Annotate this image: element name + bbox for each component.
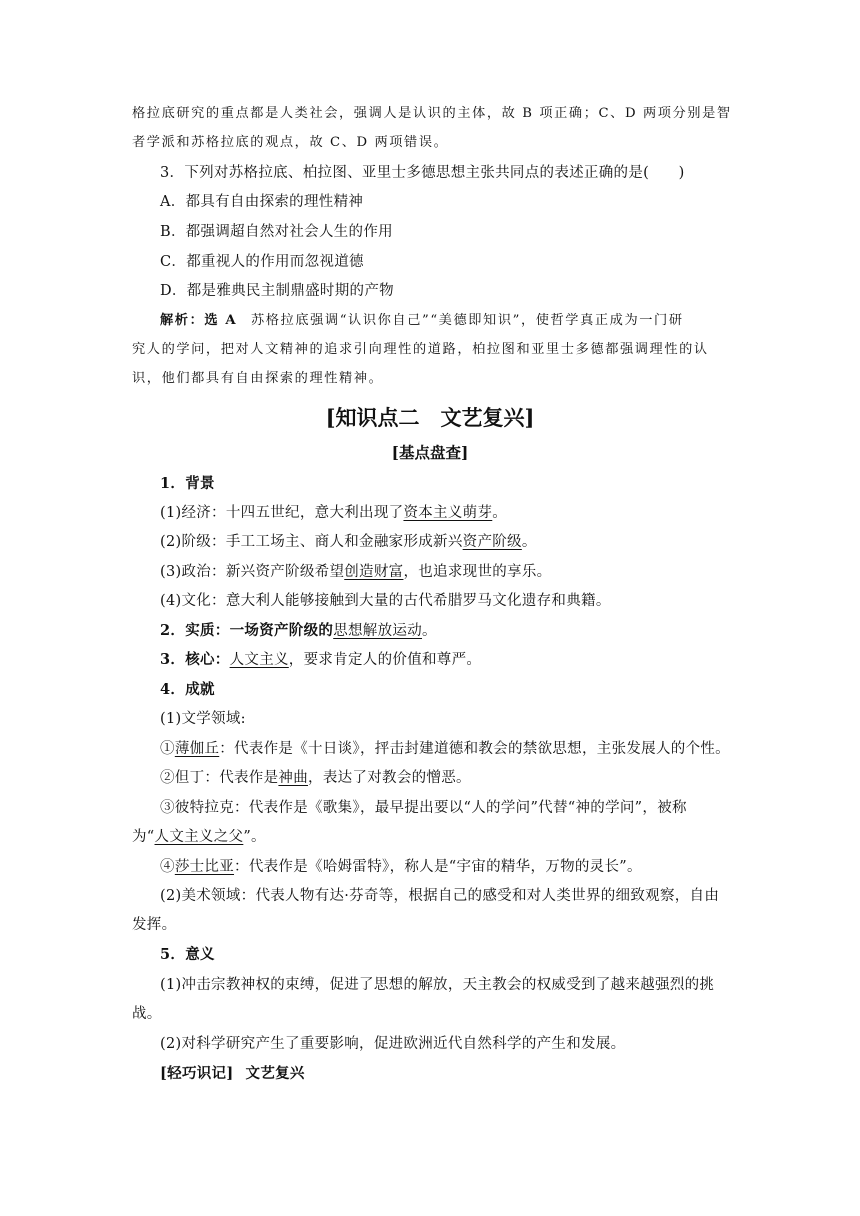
essence-end: 。	[422, 623, 437, 639]
essence-text: 2．实质：一场资产阶级的	[160, 622, 334, 639]
class-text: (2)阶级：手工工场主、商人和金融家形成新兴	[160, 534, 463, 550]
economy-end: 。	[492, 505, 508, 521]
dante-text: ②但丁：代表作是	[160, 770, 279, 786]
dante-keyword: 神曲	[278, 770, 309, 786]
background-heading: 1．背景	[160, 475, 215, 492]
core-line	[160, 650, 760, 670]
question-3-option-c: C．都重视人的作用而忽视道德	[160, 254, 364, 270]
achievements-heading: 4．成就	[160, 681, 215, 698]
question-3-option-d: D．都是雅典民主制鼎盛时期的产物	[160, 283, 394, 299]
prev-explanation-line1: 格拉底研究的重点都是人类社会，强调人是认识的主体，故 B 项正确；C、D 两项分别是智	[132, 106, 732, 121]
background-culture: (4)文化：意大利人能够接触到大量的古代希腊罗马文化遗存和典籍。	[160, 593, 611, 609]
analysis-label: 解析：	[160, 313, 205, 328]
question-3-analysis-line1	[160, 311, 760, 331]
analysis-choice: 选 A	[204, 313, 238, 328]
class-end: 。	[521, 534, 537, 550]
boccaccio-line	[160, 739, 760, 759]
memory-tip-topic: 文艺复兴	[245, 1065, 305, 1082]
economy-keyword: 资本主义萌芽	[403, 505, 493, 521]
prev-explanation-line2: 者学派和苏格拉底的观点，故 C、D 两项错误。	[132, 135, 449, 150]
background-class	[160, 532, 760, 552]
dante-line	[160, 768, 760, 788]
shakespeare-line	[160, 857, 760, 877]
significance-heading: 5．意义	[160, 946, 215, 963]
politics-end: ，也追求现世的享乐。	[403, 564, 552, 580]
essence-keyword: 思想解放运动	[333, 623, 423, 639]
boccaccio-number: ①	[160, 741, 175, 757]
shakespeare-number: ④	[160, 859, 175, 875]
petrarch-keyword: 人文主义之父	[154, 829, 244, 845]
section-subtitle: [基点盘查]	[391, 443, 469, 462]
question-3-option-a: A．都具有自由探索的理性精神	[160, 194, 364, 210]
petrarch-pre: 为“	[132, 829, 155, 845]
significance-item1-line2: 战。	[132, 1006, 162, 1022]
shakespeare-text: ：代表作是《哈姆雷特》，称人是“宇宙的精华，万物的灵长”。	[234, 859, 642, 875]
question-3-stem: 3．下列对苏格拉底、柏拉图、亚里士多德思想主张共同点的表述正确的是( )	[160, 165, 685, 181]
boccaccio-text: ：代表作是《十日谈》，抨击封建道德和教会的禁欲思想，主张发展人的个性。	[219, 741, 730, 757]
art-line2: 发挥。	[132, 917, 177, 933]
background-economy	[160, 503, 760, 523]
analysis-text: 苏格拉底强调“认识你自己”“美德即知识”，使哲学真正成为一门研	[250, 313, 684, 328]
memory-tip	[160, 1064, 760, 1084]
dante-end: ，表达了对教会的憎恶。	[308, 770, 471, 786]
shakespeare-name: 莎士比亚	[174, 859, 235, 875]
boccaccio-name: 薄伽丘	[174, 741, 220, 757]
core-keyword: 人文主义	[229, 652, 289, 668]
petrarch-line1: ③彼特拉克：代表作是《歌集》，最早提出要以“人的学问”代替“神的学问”，被称	[160, 800, 687, 816]
significance-item1-line1: (1)冲击宗教神权的束缚，促进了思想的解放，天主教会的权威受到了越来越强烈的挑	[160, 977, 715, 993]
core-end: ，要求肯定人的价值和尊严。	[288, 652, 482, 668]
core-text: 3．核心：	[160, 651, 230, 668]
politics-text: (3)政治：新兴资产阶级希望	[160, 564, 345, 580]
question-3-analysis-line2: 究人的学问，把对人文精神的追求引向理性的道路，柏拉图和亚里士多德都强调理性的认	[132, 342, 709, 357]
politics-keyword: 创造财富	[344, 564, 404, 580]
significance-item2: (2)对科学研究产生了重要影响，促进欧洲近代自然科学的产生和发展。	[160, 1036, 626, 1052]
class-keyword: 资产阶级	[462, 534, 522, 550]
background-politics	[160, 562, 760, 582]
memory-tip-label: [轻巧识记]	[160, 1065, 234, 1082]
art-line1: (2)美术领域：代表人物有达·芬奇等，根据自己的感受和对人类世界的细致观察，自由	[160, 888, 720, 904]
petrarch-end: ”。	[243, 829, 266, 845]
petrarch-line2	[132, 827, 732, 847]
section-title: [知识点二 文艺复兴]	[325, 405, 535, 430]
essence-line	[160, 621, 760, 641]
economy-text: (1)经济：十四五世纪，意大利出现了	[160, 505, 404, 521]
question-3-analysis-line3: 识，他们都具有自由探索的理性精神。	[132, 371, 384, 386]
question-3-option-b: B．都强调超自然对社会人生的作用	[160, 224, 393, 240]
literature-heading: (1)文学领域:	[160, 711, 246, 727]
